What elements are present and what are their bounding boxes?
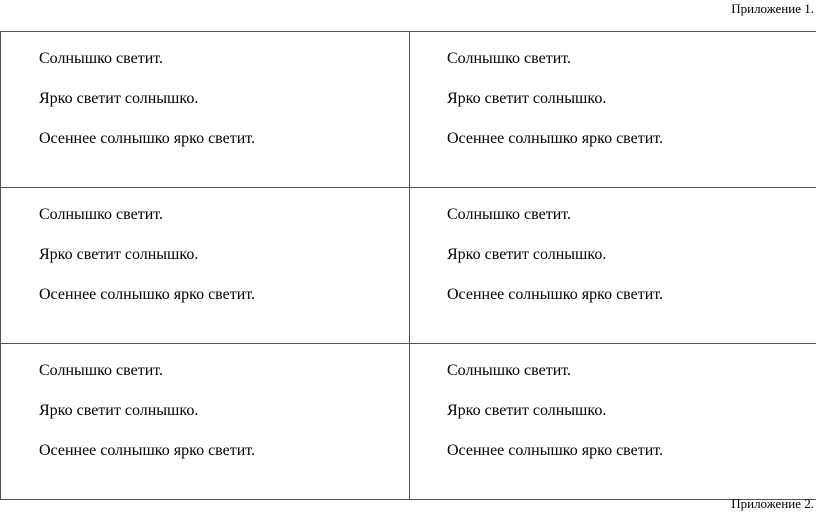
card-cell — [1, 32, 410, 188]
card-content — [410, 344, 816, 460]
card-row — [1, 32, 816, 188]
sentence-line: Ярко светит солнышко. — [447, 245, 816, 264]
sentence-line: Осеннее солнышко ярко светит. — [39, 285, 409, 304]
card-content — [1, 32, 409, 148]
sentence-line: Солнышко светит. — [39, 49, 409, 68]
card-content — [1, 188, 409, 304]
appendix-label-bottom: Приложение 2. — [731, 496, 814, 512]
sentence-line: Солнышко светит. — [447, 49, 816, 68]
card-content — [410, 188, 816, 304]
sentence-line: Солнышко светит. — [39, 361, 409, 380]
sentence-line: Ярко светит солнышко. — [447, 401, 816, 420]
sentence-line: Осеннее солнышко ярко светит. — [447, 285, 816, 304]
sentence-line: Осеннее солнышко ярко светит. — [39, 441, 409, 460]
sentence-line: Ярко светит солнышко. — [447, 89, 816, 108]
sentence-line: Ярко светит солнышко. — [39, 245, 409, 264]
sentence-line: Ярко светит солнышко. — [39, 89, 409, 108]
sentence-line: Осеннее солнышко ярко светит. — [447, 441, 816, 460]
card-grid — [0, 31, 816, 500]
card-row — [1, 344, 816, 500]
sentence-line: Солнышко светит. — [447, 361, 816, 380]
card-content — [410, 32, 816, 148]
card-cell — [1, 188, 410, 344]
appendix-label-top: Приложение 1. — [731, 1, 814, 17]
sentence-line: Осеннее солнышко ярко светит. — [39, 129, 409, 148]
sentence-line: Ярко светит солнышко. — [39, 401, 409, 420]
card-content — [1, 344, 409, 460]
card-cell — [410, 188, 816, 344]
card-row — [1, 188, 816, 344]
card-cell — [1, 344, 410, 500]
card-cell — [410, 344, 816, 500]
sentence-line: Солнышко светит. — [39, 205, 409, 224]
sentence-line: Осеннее солнышко ярко светит. — [447, 129, 816, 148]
sentence-line: Солнышко светит. — [447, 205, 816, 224]
card-cell — [410, 32, 816, 188]
